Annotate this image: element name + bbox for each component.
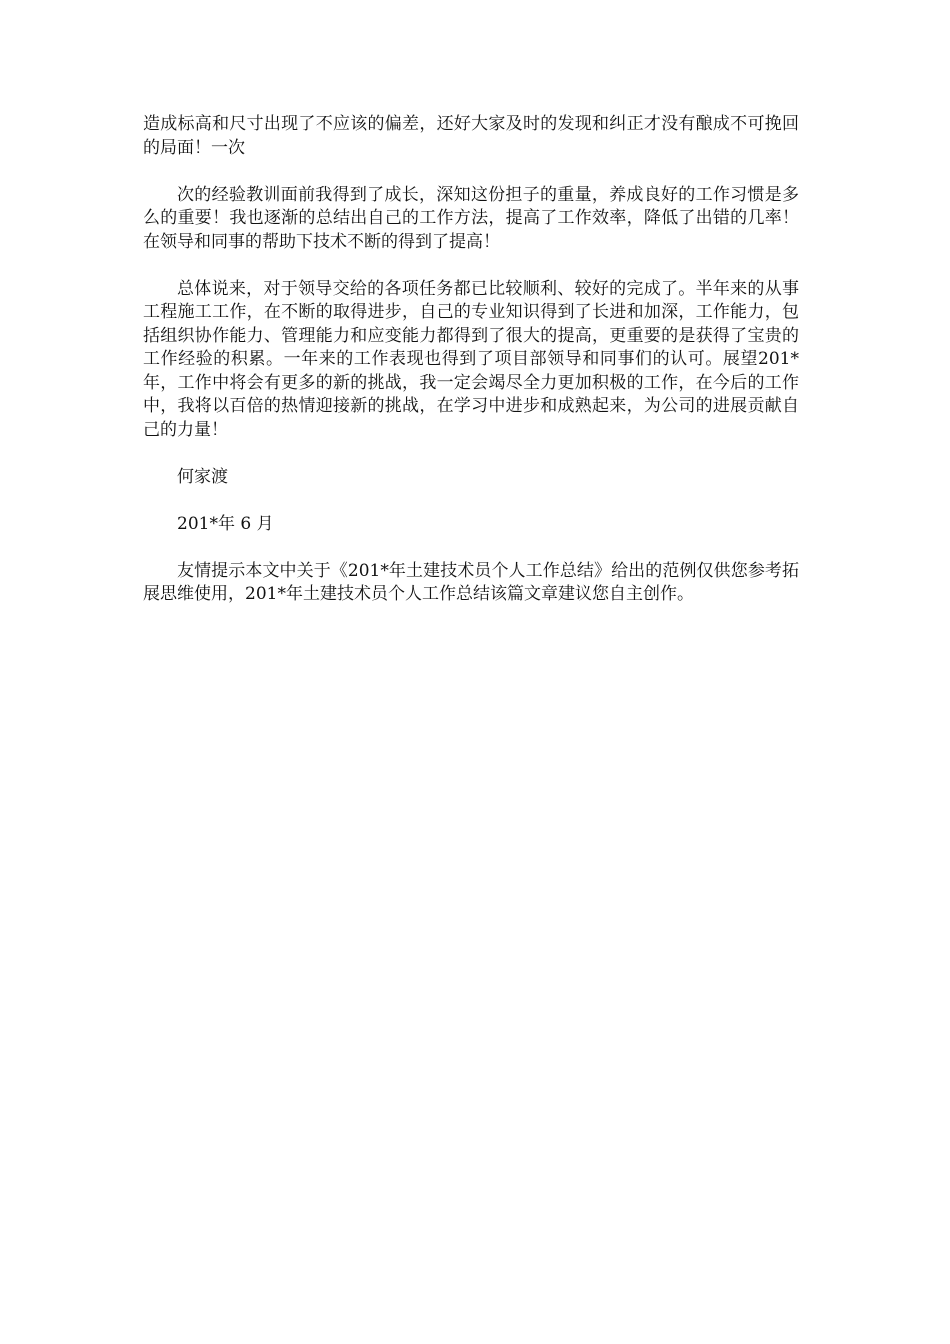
signature-name: 何家渡 [177,466,228,487]
paragraph-lessons: 次的经验教训面前我得到了成长，深知这份担子的重量，养成良好的工作习惯是多么的重要！我也逐渐的总结出自己的工作方法，提高了工作效率，降低了出错的几率！在领导和同事的帮助下技术不断的得到了提高！ [143,184,799,252]
signature-date: 201*年 6 月 [177,513,274,534]
document-body [143,113,799,630]
paragraph-summary: 总体说来，对于领导交给的各项任务都已比较顺利、较好的完成了。半年来的从事工程施工工作，在不断的取得进步，自己的专业知识得到了长进和加深，工作能力，包括组织协作能力、管理能力和应变能力都得到了很大的提高，更重要的是获得了宝贵的工作经验的积累。一年来的工作表现也得到了项目部领导和同事们的认可。展望201*年，工作中将会有更多的新的挑战，我一定会竭尽全力更加积极的工作，在今后的工作中，我将以百倍的热情迎接新的挑战，在学习中进步和成熟起来，为公司的进展贡献自己的力量！ [143,278,799,440]
footer-note: 友情提示本文中关于《201*年土建技术员个人工作总结》给出的范例仅供您参考拓展思维使用，201*年土建技术员个人工作总结该篇文章建议您自主创作。 [143,560,799,604]
paragraph-continuation: 造成标高和尺寸出现了不应该的偏差，还好大家及时的发现和纠正才没有酿成不可挽回的局面！一次 [143,114,799,158]
